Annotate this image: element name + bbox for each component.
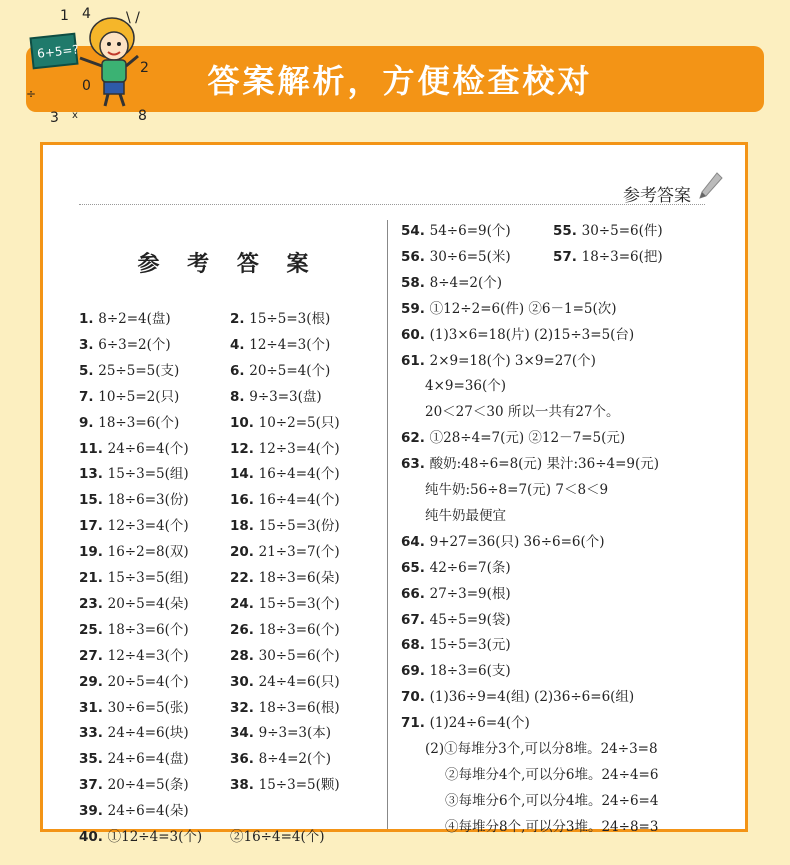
left-answer-item bbox=[230, 724, 331, 742]
left-answer-item bbox=[230, 621, 340, 639]
right-answer-item bbox=[401, 326, 634, 344]
answer-number: 36. bbox=[230, 751, 259, 768]
right-answer-item bbox=[401, 429, 625, 447]
right-answer-item bbox=[401, 662, 511, 680]
answer-number: 31. bbox=[79, 699, 108, 716]
answer-text: 12÷3=4(个) bbox=[107, 518, 189, 535]
answer-number: 68. bbox=[401, 637, 430, 654]
answer-number: 16. bbox=[230, 492, 259, 509]
answer-number: 70. bbox=[401, 689, 430, 706]
answer-text: 20÷5=4(朵) bbox=[107, 595, 189, 612]
right-answer-item bbox=[401, 455, 659, 473]
answer-text: 24÷4=6(块) bbox=[107, 725, 189, 742]
answer-number: 57. bbox=[553, 248, 582, 265]
right-answer-item bbox=[553, 248, 663, 266]
left-answer-item bbox=[79, 362, 179, 380]
answer-number: 6. bbox=[230, 362, 250, 379]
answer-text: 27÷3=9(根) bbox=[429, 585, 511, 602]
answer-number: 11. bbox=[79, 440, 108, 457]
right-answer-item bbox=[445, 818, 658, 836]
left-answer-item bbox=[230, 673, 340, 691]
answer-number: 12. bbox=[230, 440, 259, 457]
right-answer-item bbox=[425, 403, 620, 421]
answer-number: 56. bbox=[401, 248, 430, 265]
left-answer-item bbox=[230, 543, 340, 561]
answer-number: 30. bbox=[230, 673, 259, 690]
answer-number: 8. bbox=[230, 388, 250, 405]
answer-text: 16÷2=8(双) bbox=[107, 544, 189, 561]
answer-text: 15÷5=3(份) bbox=[258, 518, 340, 535]
answer-text: 24÷4=6(只) bbox=[258, 673, 340, 690]
answer-number: 25. bbox=[79, 621, 108, 638]
answer-text: 16÷4=4(个) bbox=[258, 466, 340, 483]
answer-text: 24÷6=4(个) bbox=[107, 440, 189, 457]
answer-number: 34. bbox=[230, 725, 259, 742]
right-answer-item bbox=[425, 481, 608, 499]
right-answer-item bbox=[445, 792, 658, 810]
column-divider bbox=[387, 220, 388, 829]
left-answer-item bbox=[79, 750, 189, 768]
answer-text: 8÷4=2(个) bbox=[258, 751, 332, 768]
answer-number: 66. bbox=[401, 585, 430, 602]
answer-text: 16÷4=4(个) bbox=[258, 492, 340, 509]
answer-number: 3. bbox=[79, 336, 99, 353]
answer-text: 18÷6=3(份) bbox=[107, 492, 189, 509]
left-answer-item bbox=[79, 776, 189, 794]
mascot-illustration bbox=[20, 0, 170, 125]
answer-text: 2×9=18(个) 3×9=27(个) bbox=[429, 352, 596, 369]
answer-number: 19. bbox=[79, 544, 108, 561]
left-answer-item bbox=[230, 517, 340, 535]
answer-text: 15÷3=5(颗) bbox=[258, 777, 340, 794]
answer-number: 18. bbox=[230, 518, 259, 535]
answer-text: 18÷3=6(把) bbox=[581, 248, 663, 265]
right-answer-item bbox=[401, 559, 511, 577]
right-answer-item bbox=[401, 222, 511, 240]
answer-text: (2)①每堆分3个,可以分8堆。24÷3=8 bbox=[425, 741, 658, 757]
left-answer-item bbox=[79, 543, 189, 561]
svg-text:\ /: \ / bbox=[126, 10, 140, 26]
left-answer-item bbox=[79, 336, 171, 354]
answer-text: 9÷3=3(本) bbox=[258, 725, 332, 742]
corner-label: 参考答案 bbox=[623, 186, 691, 206]
answer-number: 37. bbox=[79, 777, 108, 794]
answer-number: 39. bbox=[79, 803, 108, 820]
left-answer-item bbox=[79, 802, 189, 820]
answer-number: 10. bbox=[230, 414, 259, 431]
left-answer-item bbox=[79, 491, 189, 509]
left-answer-item bbox=[230, 595, 340, 613]
answer-number: 59. bbox=[401, 300, 430, 317]
answer-text: 15÷5=3(元) bbox=[429, 637, 511, 654]
right-answer-item bbox=[401, 636, 511, 654]
pencil-icon bbox=[697, 171, 723, 201]
right-answer-item bbox=[445, 766, 658, 784]
answer-number: 5. bbox=[79, 362, 99, 379]
right-answer-item bbox=[401, 300, 617, 318]
left-answer-item bbox=[79, 414, 179, 432]
answer-card bbox=[40, 142, 748, 845]
answer-number: 64. bbox=[401, 533, 430, 550]
answer-text: 24÷6=4(朵) bbox=[107, 803, 189, 820]
left-answer-item bbox=[79, 828, 202, 846]
answer-number: 63. bbox=[401, 456, 430, 473]
answer-text: 15÷3=5(组) bbox=[107, 466, 189, 483]
left-answer-item bbox=[79, 724, 189, 742]
right-answer-item bbox=[401, 352, 596, 370]
answer-text: ①12÷4=3(个) bbox=[107, 829, 203, 845]
answer-text: 30÷6=5(张) bbox=[107, 699, 189, 716]
right-answer-item bbox=[401, 714, 530, 732]
answer-number: 60. bbox=[401, 326, 430, 343]
answer-text: 18÷3=6(个) bbox=[98, 414, 180, 431]
right-answer-item bbox=[401, 585, 511, 603]
answer-number: 17. bbox=[79, 518, 108, 535]
answer-text: 25÷5=5(支) bbox=[98, 362, 180, 379]
answer-text: 30÷6=5(米) bbox=[429, 248, 511, 265]
left-answer-item bbox=[79, 699, 189, 717]
answer-number: 38. bbox=[230, 777, 259, 794]
answer-text: ②16÷4=4(个) bbox=[230, 829, 325, 845]
answer-text: 10÷5=2(只) bbox=[98, 388, 180, 405]
right-answer-item bbox=[425, 377, 506, 395]
right-answer-item bbox=[553, 222, 663, 240]
answer-number: 35. bbox=[79, 751, 108, 768]
doodle-digit: 1 bbox=[60, 8, 69, 24]
answer-text: 8÷2=4(盘) bbox=[98, 311, 171, 327]
answer-text: 30÷5=6(件) bbox=[581, 223, 663, 239]
left-answer-item bbox=[79, 440, 189, 458]
answer-number: 54. bbox=[401, 223, 430, 239]
answer-text: 12÷4=3(个) bbox=[249, 336, 331, 353]
answer-number: 13. bbox=[79, 466, 108, 483]
answer-number: 28. bbox=[230, 647, 259, 664]
doodle-digit: 8 bbox=[138, 108, 147, 124]
right-answer-item bbox=[425, 740, 658, 758]
answer-number: 26. bbox=[230, 621, 259, 638]
answer-number: 40. bbox=[79, 829, 108, 845]
left-answer-item bbox=[230, 491, 340, 509]
answer-text: 45÷5=9(袋) bbox=[429, 611, 511, 628]
doodle-digit: ÷ bbox=[26, 87, 37, 101]
answer-text: 酸奶:48÷6=8(元) 果汁:36÷4=9(元) bbox=[429, 456, 660, 473]
answer-number: 24. bbox=[230, 595, 259, 612]
left-answer-item bbox=[230, 362, 330, 380]
right-answer-item bbox=[425, 507, 506, 525]
answer-number: 61. bbox=[401, 352, 430, 369]
answer-number: 29. bbox=[79, 673, 108, 690]
right-answer-item bbox=[401, 274, 502, 292]
page-title: 参 考 答 案 bbox=[137, 252, 319, 277]
left-answer-item bbox=[79, 647, 189, 665]
chalkboard-text: 6+5=? bbox=[36, 42, 80, 61]
answer-text: 15÷5=3(个) bbox=[258, 595, 340, 612]
left-answer-item bbox=[230, 336, 330, 354]
answer-number: 33. bbox=[79, 725, 108, 742]
dotted-divider bbox=[79, 204, 705, 205]
left-answer-item bbox=[79, 517, 189, 535]
answer-text: 12÷3=4(个) bbox=[258, 440, 340, 457]
left-answer-item bbox=[230, 310, 330, 328]
answer-text: 10÷2=5(只) bbox=[258, 414, 340, 431]
left-answer-item bbox=[230, 647, 340, 665]
doodle-digit: 3 bbox=[50, 110, 59, 126]
answer-number: 71. bbox=[401, 715, 430, 732]
answer-number: 22. bbox=[230, 570, 259, 586]
answer-text: (1)24÷6=4(个) bbox=[429, 715, 530, 732]
answer-number: 14. bbox=[230, 466, 259, 483]
answer-text: 24÷6=4(盘) bbox=[107, 751, 189, 768]
left-answer-item bbox=[79, 673, 189, 691]
left-answer-item bbox=[230, 569, 340, 587]
answer-number: 21. bbox=[79, 570, 108, 586]
answer-number: 2. bbox=[230, 311, 250, 327]
answer-text: 9÷3=3(盘) bbox=[249, 388, 322, 405]
answer-number: 67. bbox=[401, 611, 430, 628]
answer-number: 23. bbox=[79, 595, 108, 612]
right-answer-item bbox=[401, 611, 511, 629]
answer-text: ②每堆分4个,可以分6堆。24÷4=6 bbox=[445, 766, 659, 783]
left-answer-item bbox=[79, 465, 189, 483]
doodle-digit: 0 bbox=[82, 78, 91, 94]
left-answer-item bbox=[230, 828, 325, 846]
answer-text: ①28÷4=7(元) ②12－7=5(元) bbox=[429, 430, 626, 447]
answer-number: 32. bbox=[230, 699, 259, 716]
answer-text: 18÷3=6(个) bbox=[258, 621, 340, 638]
answer-number: 20. bbox=[230, 544, 259, 561]
answer-text: 20÷5=4(个) bbox=[107, 673, 189, 690]
left-answer-item bbox=[230, 414, 340, 432]
right-answer-item bbox=[401, 688, 634, 706]
answer-number: 27. bbox=[79, 647, 108, 664]
answer-number: 15. bbox=[79, 492, 108, 509]
answer-number: 62. bbox=[401, 430, 430, 447]
answer-text: 纯牛奶:56÷8=7(元) 7＜8＜9 bbox=[425, 482, 609, 498]
answer-number: 58. bbox=[401, 274, 430, 291]
doodle-digit: 2 bbox=[140, 60, 149, 76]
answer-text: 8÷4=2(个) bbox=[429, 274, 503, 291]
answer-number: 1. bbox=[79, 311, 99, 327]
answer-text: 54÷6=9(个) bbox=[429, 223, 511, 239]
answer-text: 20÷4=5(条) bbox=[107, 777, 189, 794]
right-answer-item bbox=[401, 533, 605, 551]
answer-text: 4×9=36(个) bbox=[425, 378, 507, 395]
left-answer-item bbox=[79, 595, 189, 613]
answer-text: 20÷5=4(个) bbox=[249, 362, 331, 379]
answer-text: 6÷3=2(个) bbox=[98, 336, 171, 353]
answer-text: 42÷6=7(条) bbox=[429, 559, 511, 576]
left-answer-item bbox=[230, 776, 340, 794]
left-answer-item bbox=[230, 388, 322, 406]
answer-text: 18÷3=6(个) bbox=[107, 621, 189, 638]
answer-text: 18÷3=6(支) bbox=[429, 663, 511, 680]
answer-text: 21÷3=7(个) bbox=[258, 544, 340, 561]
left-answer-item bbox=[230, 750, 331, 768]
answer-number: 65. bbox=[401, 559, 430, 576]
left-answer-item bbox=[230, 699, 340, 717]
answer-number: 69. bbox=[401, 663, 430, 680]
answer-text: ①12÷2=6(件) ②6－1=5(次) bbox=[429, 300, 617, 317]
answer-text: (1)36÷9=4(组) (2)36÷6=6(组) bbox=[429, 689, 635, 706]
banner-title: 答案解析，方便检查校对 bbox=[207, 62, 593, 100]
left-answer-item bbox=[79, 621, 189, 639]
left-answer-item bbox=[79, 569, 189, 587]
answer-text: ④每堆分8个,可以分3堆。24÷8=3 bbox=[445, 818, 659, 835]
left-answer-item bbox=[79, 388, 179, 406]
answer-number: 7. bbox=[79, 388, 99, 405]
doodle-digit: 4 bbox=[82, 6, 91, 22]
answer-text: 18÷3=6(根) bbox=[258, 699, 340, 716]
left-answer-item bbox=[79, 310, 171, 328]
answer-text: ③每堆分6个,可以分4堆。24÷6=4 bbox=[445, 792, 659, 809]
answer-number: 4. bbox=[230, 336, 250, 353]
answer-number: 55. bbox=[553, 223, 582, 239]
answer-text: 15÷3=5(组) bbox=[107, 570, 189, 586]
answer-text: 18÷3=6(朵) bbox=[258, 570, 340, 586]
answer-text: 30÷5=6(个) bbox=[258, 647, 340, 664]
answer-text: 20＜27＜30 所以一共有27个。 bbox=[425, 404, 620, 421]
answer-text: 15÷5=3(根) bbox=[249, 311, 331, 327]
left-answer-item bbox=[230, 440, 340, 458]
answer-number: 9. bbox=[79, 414, 99, 431]
right-answer-item bbox=[401, 248, 511, 266]
answer-text: (1)3×6=18(片) (2)15÷3=5(台) bbox=[429, 326, 635, 343]
answer-text: 纯牛奶最便宜 bbox=[425, 507, 506, 524]
answer-text: 9+27=36(只) 36÷6=6(个) bbox=[429, 533, 605, 550]
left-answer-item bbox=[230, 465, 340, 483]
answer-text: 12÷4=3(个) bbox=[107, 647, 189, 664]
doodle-digit: x bbox=[72, 110, 78, 121]
